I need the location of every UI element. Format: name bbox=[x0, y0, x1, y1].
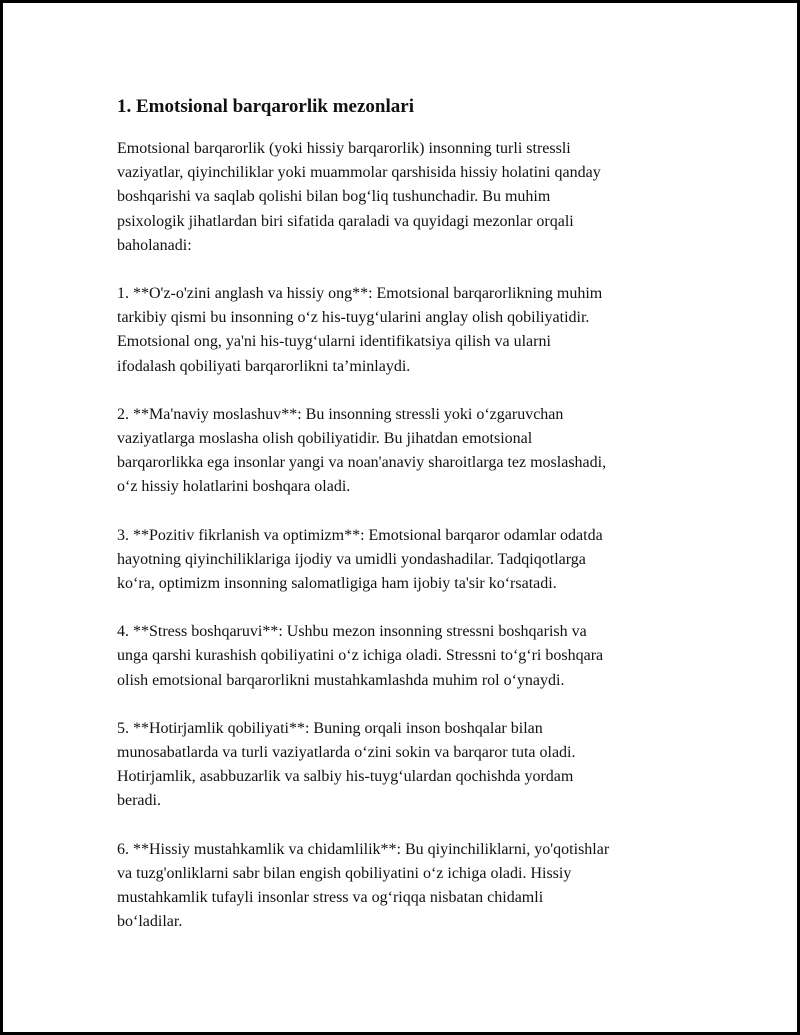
criterion-paragraph-6: 6. **Hissiy mustahkamlik va chidamlilik**: Bu qiyinchiliklarni, yo'qotishlar va tuzg'onliklarni sabr bilan engish qobiliyatini o‘z ichiga oladi. Hissiy mustahkamlik tufayli insonlar stress va og‘riqqa nisbatan chidamli bo‘ladilar. bbox=[117, 840, 610, 931]
criterion-paragraph-3: 3. **Pozitiv fikrlanish va optimizm**: Emotsional barqaror odamlar odatda hayotning qiyinchiliklariga ijodiy va umidli yondashadilar. Tadqiqotlarga ko‘ra, optimizm insonning salomatligiga ham ijobiy ta'sir ko‘rsatadi. bbox=[117, 526, 603, 593]
criterion-paragraph-2: 2. **Ma'naviy moslashuv**: Bu insonning stressli yoki o‘zgaruvchan vaziyatlarga moslasha olish qobiliyatidir. Bu jihatdan emotsional barqarorlikka ega insonlar yangi va noan'anaviy sharoitlarga tez moslashadi, o‘z hissiy holatlarini boshqara oladi. bbox=[117, 405, 607, 496]
criterion-paragraph-1: 1. **O'z-o'zini anglash va hissiy ong**: Emotsional barqarorlikning muhim tarkibiy qismi bu insonning o‘z his-tuyg‘ularini anglay olish qobiliyatidir. Emotsional ong, ya'ni his-tuyg‘ularni identifikatsiya qilish va ularni ifodalash qobiliyati barqarorlikni ta’minlaydi. bbox=[117, 285, 603, 375]
section-heading: 1. Emotsional barqarorlik mezonlari bbox=[117, 96, 414, 117]
intro-paragraph: Emotsional barqarorlik (yoki hissiy barqarorlik) insonning turli stressli vaziyatlar, qiyinchiliklar yoki muammolar qarshisida hissiy holatini qanday boshqarishi va saqlab qolishi bilan bog‘liq tushunchadir. Bu muhim psixologik jihatlardan biri sifatida qaraladi va quyidagi mezonlar orqali baholanadi: bbox=[117, 140, 601, 254]
criterion-paragraph-4: 4. **Stress boshqaruvi**: Ushbu mezon insonning stressni boshqarish va unga qarshi kurashish qobiliyatini o‘z ichiga oladi. Stressni to‘g‘ri boshqara olish emotsional barqarorlikni mustahkamlashda muhim rol o‘ynaydi. bbox=[117, 623, 604, 689]
criterion-paragraph-5: 5. **Hotirjamlik qobiliyati**: Buning orqali inson boshqalar bilan munosabatlarda va turli vaziyatlarda o‘zini sokin va barqaror tuta oladi. Hotirjamlik, asabbuzarlik va salbiy his-tuyg‘ulardan qochishda yordam beradi. bbox=[117, 719, 576, 810]
